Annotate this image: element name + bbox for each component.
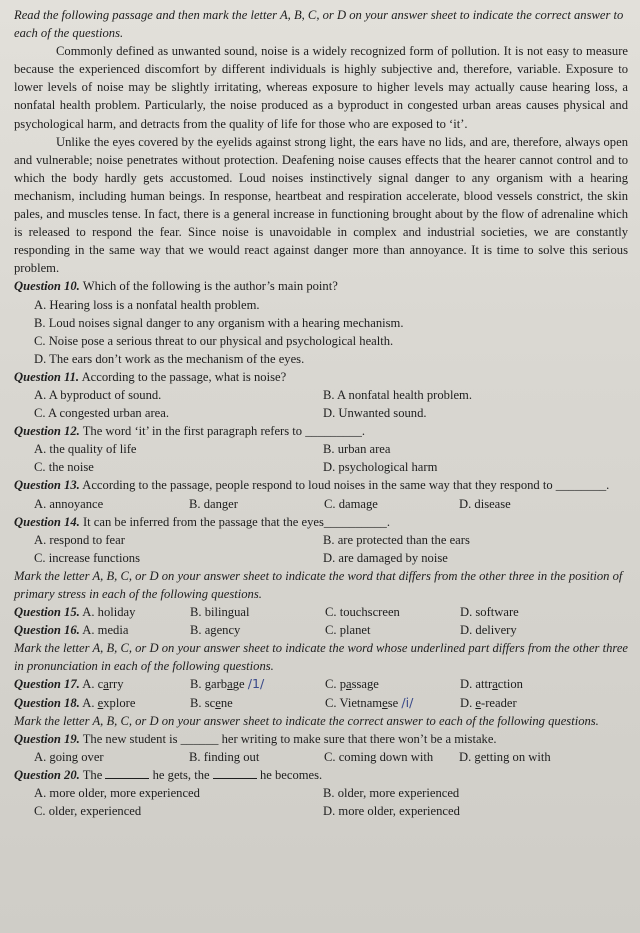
question-stem: The new student is ______ her writing to make sure that there won’t be a mistake. [82,731,497,746]
option-c[interactable]: C. damage [324,496,378,511]
question-stem: It can be inferred from the passage that the eyes__________. [82,514,390,529]
answer-blank [213,766,257,779]
question-label: Question 11. [14,369,80,384]
question-label: Question 18. [14,695,80,710]
option-d[interactable] [460,694,595,712]
option-b[interactable]: B. agency [190,623,241,638]
question-label: Question 19. [14,731,80,746]
option-d[interactable]: D. software [460,605,519,620]
option-b[interactable]: B. bilingual [190,605,250,620]
option-a[interactable]: A. annoyance [34,496,104,511]
word-part: ge [232,677,245,692]
question-stem-part: he becomes. [259,767,323,782]
pen-marks: /i/ [401,694,414,710]
question-stem-part: he gets, the [152,767,210,782]
options-row [14,748,628,766]
question-label: Question 13. [14,478,80,493]
option-b[interactable]: B. A nonfatal health problem. [323,387,472,402]
word-part: ction [497,677,523,692]
options-row [14,549,628,567]
word-part: ssage [351,677,379,692]
word-part: sc [204,695,216,710]
question-stem: The word ‘it’ in the first paragraph refers to _________. [82,424,366,439]
question-label: Question 15. [14,605,80,620]
word-part: xplore [103,695,136,710]
option-a[interactable] [82,696,135,710]
options-row [14,386,628,404]
question-15 [14,603,628,621]
underlined-part: a [227,677,233,692]
option-d[interactable]: D. psychological harm [323,460,438,475]
option-d[interactable]: D. delivery [460,623,517,638]
option-c[interactable]: C. Noise pose a serious threat to our physical and psychological health. [34,333,394,348]
underlined-part: a [346,677,352,692]
question-label: Question 10. [14,279,80,294]
question-10 [14,277,628,295]
question-stem: According to the passage, what is noise? [81,369,287,384]
pen-marks: /1/ [247,676,265,692]
option-letter: D. [460,677,473,692]
word-part: p [339,677,347,692]
option-b[interactable]: B. finding out [189,749,260,764]
options-row [14,440,628,458]
question-label: Question 17. [14,677,80,692]
word-part: se [387,695,399,710]
option-a[interactable]: A. A byproduct of sound. [34,387,162,402]
option-b[interactable]: B. danger [189,496,238,511]
passage-paragraph-1: Commonly defined as unwanted sound, noise is a widely recognized form of pollution. It is not easy to measure because the experienced discomfort by different individuals is highly subjective and, therefore, variable. Exposure to lower levels of noise may be slightly irritating, whereas exposure to higher levels may actually cause hearing loss, a nonfatal health problem. Particularly, the noise produced as a byproduct in congested urban areas causes physical and psychological harm, and detracts from the quality of life for those who are exposed to ‘it’. [14,44,628,131]
option-b[interactable] [190,675,325,693]
option-d[interactable]: D. Unwanted sound. [323,406,427,421]
option-b[interactable] [190,694,325,712]
word-part: rry [108,677,124,692]
option-c[interactable]: C. the noise [34,460,94,475]
underlined-part: e [475,695,481,710]
question-label: Question 14. [14,514,80,529]
options-row [14,404,628,422]
option-b[interactable]: B. are protected than the ears [323,532,470,547]
underlined-part: e [382,695,388,710]
option-d[interactable] [460,675,595,693]
underlined-part: a [103,677,109,692]
word-part: ne [220,695,233,710]
option-d[interactable]: D. disease [459,496,511,511]
question-label: Question 20. [14,767,80,782]
option-a[interactable]: A. the quality of life [34,442,137,457]
options-row [14,458,628,476]
passage-paragraph-2: Unlike the eyes covered by the eyelids against strong light, the ears have no lids, and are, therefore, always open and vulnerable; noise penetrates without protection. Deafening noise causes effects that the hearer cannot control and to which the body hardly gets accustomed. Loud noises instinctively signal danger to any organism with a hearing mechanism, including human beings. In response, heartbeat and respiration accelerate, blood vessels constrict, the skin pales, and muscles tense. In fact, there is a general increase in functioning brought about by the flow of adrenaline which is released to respond the fear. Since noise is unavoidable in complex and industrial societies, we are constantly responding in the same way that we would react against danger more than annoyance. It is time to solve this serious problem. [14,134,628,276]
option-d[interactable]: D. are damaged by noise [323,550,448,565]
option-d[interactable]: D. The ears don’t work as the mechanism of the eyes. [34,351,305,366]
question-row-head [14,621,190,639]
option-d[interactable]: D. getting on with [459,749,551,764]
question-19 [14,730,628,748]
answer-blank [105,766,149,779]
option-letter: D. [460,695,473,710]
options-row [14,495,628,513]
option-c[interactable]: C. older, experienced [34,804,142,819]
question-stem: According to the passage, people respond to loud noises in the same way that they respond to ________. [82,478,610,493]
option-a[interactable]: A. media [82,623,129,638]
options-row [14,531,628,549]
question-row-head [14,694,190,712]
question-17 [14,675,628,693]
question-row-head [14,675,190,693]
option-letter: C. [325,695,337,710]
underlined-part: e [97,695,104,710]
question-20 [14,766,628,784]
question-stem: Which of the following is the author’s main point? [82,279,338,294]
question-label: Question 16. [14,623,80,638]
option-a[interactable]: A. going over [34,749,104,764]
question-18 [14,694,628,712]
question-11 [14,368,628,386]
question-16 [14,621,628,639]
word-part: attr [475,677,493,692]
question-14 [14,513,628,531]
option-b[interactable]: B. Loud noises signal danger to any organism with a hearing mechanism. [34,315,404,330]
question-label: Question 12. [14,424,80,439]
word-part: -reader [481,695,517,710]
option-c[interactable]: C. increase functions [34,550,140,565]
option-c[interactable] [325,675,460,693]
question-stem-part: The [82,767,103,782]
word-part: Vietnam [339,695,383,710]
question-row-head [14,603,190,621]
option-letter: C. [325,677,337,692]
instruction-correct-answer: Mark the letter A, B, C, or D on your answer sheet to indicate the correct answer to each of the following questions. [14,713,599,728]
underlined-part: e [215,695,221,710]
options-row [14,784,628,802]
option-a[interactable] [82,677,123,691]
option-d[interactable]: D. more older, experienced [323,804,460,819]
option-c[interactable] [325,694,460,712]
option-letter: A. [82,695,95,710]
option-c[interactable]: C. A congested urban area. [34,406,169,421]
options-row [14,802,628,820]
option-b[interactable]: B. older, more experienced [323,786,460,801]
underlined-part: a [492,677,498,692]
question-12 [14,422,628,440]
option-letter: A. [82,677,95,692]
option-a[interactable]: A. respond to fear [34,532,125,547]
option-letter: B. [190,677,202,692]
question-13 [14,476,628,494]
option-b[interactable]: B. urban area [323,442,391,457]
instruction-reading: Read the following passage and then mark the letter A, B, C, or D on your answer sheet to indicate the correct answer to each of the questions. [14,8,624,41]
instruction-stress: Mark the letter A, B, C, or D on your answer sheet to indicate the word that differs from the other three in the position of primary stress in each of the following questions. [14,568,623,601]
instruction-pronunciation: Mark the letter A, B, C, or D on your answer sheet to indicate the word whose underlined part differs from the other three in pronunciation in each of the following questions. [14,641,628,674]
option-c[interactable]: C. coming down with [324,749,434,764]
option-a[interactable]: A. holiday [82,605,136,620]
option-letter: B. [190,695,202,710]
word-part: garb [204,677,228,692]
option-c[interactable]: C. touchscreen [325,605,400,620]
option-a[interactable]: A. Hearing loss is a nonfatal health problem. [34,297,260,312]
option-c[interactable]: C. planet [325,623,371,638]
word-part: c [97,677,104,692]
option-a[interactable]: A. more older, more experienced [34,786,200,801]
